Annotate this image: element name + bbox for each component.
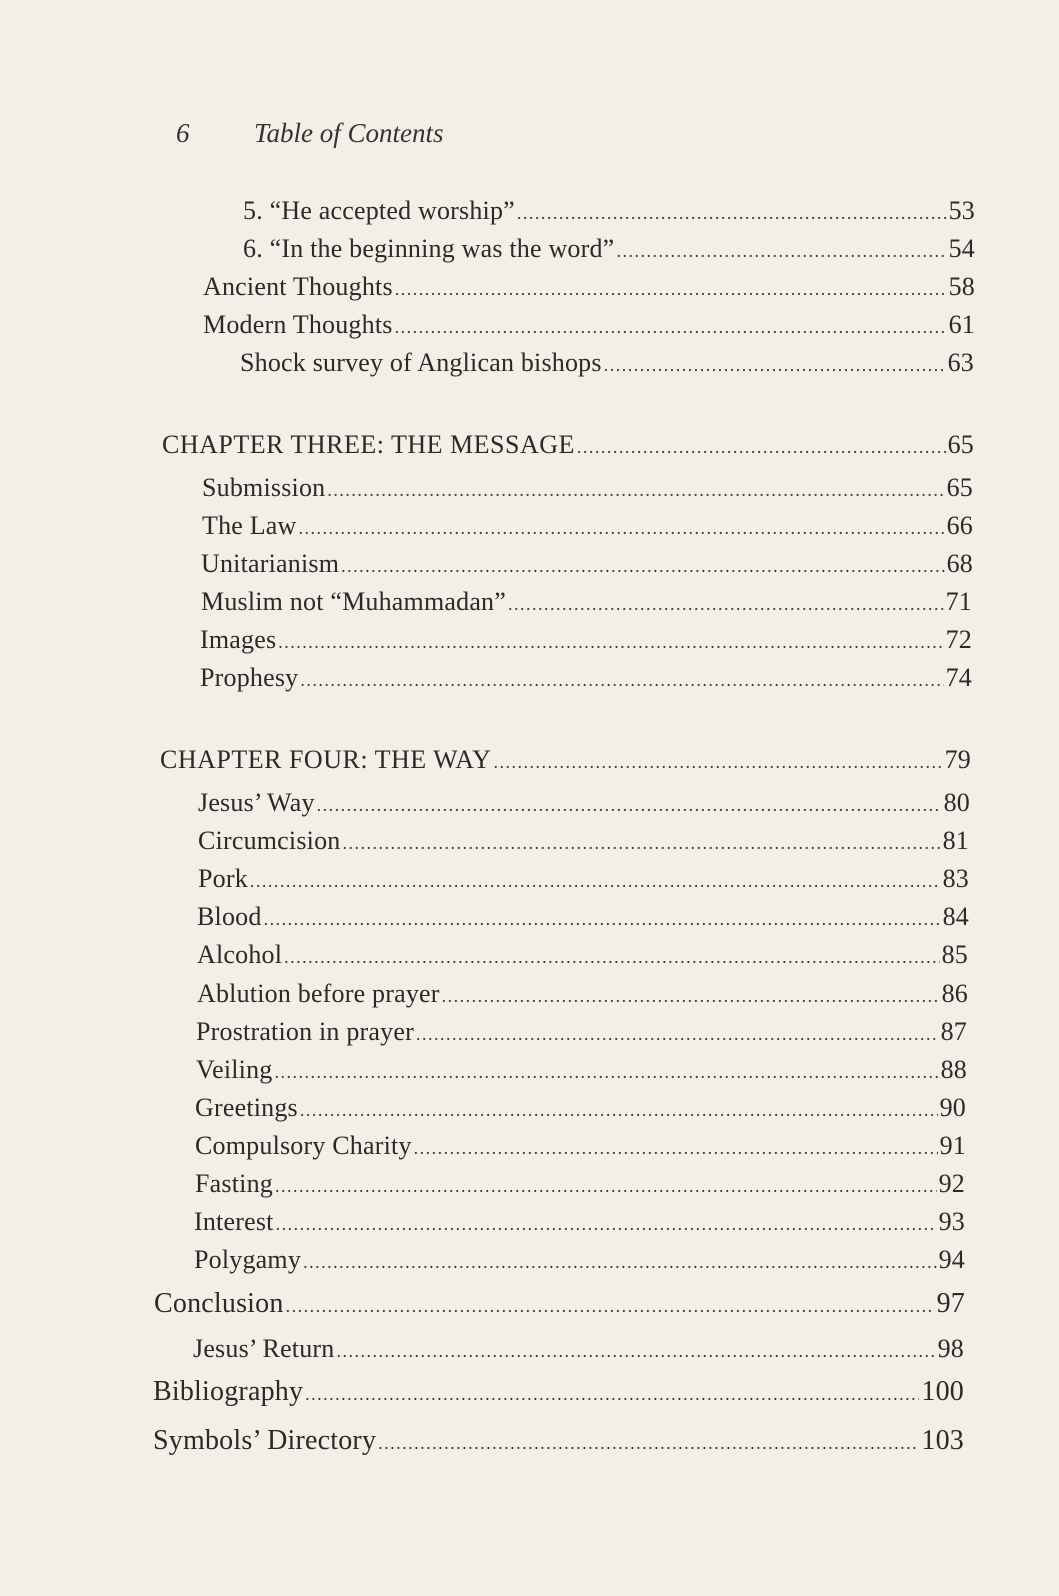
leader-dots [305,1384,919,1405]
toc-entry-page: 100 [921,1376,964,1407]
leader-dots [616,241,946,262]
toc-entry-page: 90 [939,1093,966,1122]
toc-entry-page: 86 [941,979,968,1008]
toc-entry [153,1376,964,1408]
leader-dots [299,518,945,539]
toc-entry-page: 94 [938,1245,965,1274]
toc-chapter-entry [160,745,971,775]
toc-entry [195,1169,965,1199]
leader-dots [284,947,939,968]
toc-entry-label: Ancient Thoughts [203,272,393,301]
leader-dots [264,909,941,930]
toc-entry-label: Shock survey of Anglican bishops [240,348,602,377]
toc-entry-page: 92 [938,1169,965,1198]
toc-entry [195,1131,966,1161]
toc-entry [240,348,974,378]
toc-entry-label: CHAPTER FOUR: THE WAY [160,745,492,774]
leader-dots [343,833,941,854]
toc-entry-label: CHAPTER THREE: THE MESSAGE [162,430,575,459]
toc-entry-label: Circumcision [198,826,341,855]
toc-entry-label: Submission [202,473,326,502]
toc-entry [203,272,975,302]
toc-entry-label: Modern Thoughts [203,310,393,339]
leader-dots [395,279,947,300]
toc-entry-page: 84 [942,902,969,931]
toc-entry-label: Fasting [195,1169,273,1198]
toc-entry-page: 72 [945,625,972,654]
toc-entry [243,196,975,226]
toc-entry-label: Jesus’ Return [193,1334,335,1363]
toc-chapter-entry [162,430,974,460]
toc-entry [201,587,972,617]
toc-entry-page: 65 [947,430,974,459]
toc-entry-label: Veiling [196,1055,273,1084]
toc-entry-page: 58 [948,272,975,301]
toc-entry-page: 85 [941,940,968,969]
leader-dots [604,355,946,376]
toc-entry-page: 83 [942,864,969,893]
toc-entry-page: 88 [940,1055,967,1084]
toc-entry-label: Prostration in prayer [196,1017,414,1046]
toc-entry-label: Greetings [195,1093,298,1122]
header-page-number: 6 [176,118,190,148]
toc-entry-page: 91 [939,1131,966,1160]
leader-dots [278,632,943,653]
toc-entry [194,1207,965,1237]
toc-entry-page: 68 [946,549,973,578]
toc-entry-label: Blood [197,902,262,931]
leader-dots [300,1100,938,1121]
leader-dots [414,1138,938,1159]
leader-dots [327,480,944,501]
toc-entry-page: 103 [921,1425,964,1456]
toc-entry-page: 71 [945,587,972,616]
toc-entry-label: Jesus’ Way [198,788,315,817]
leader-dots [493,752,942,773]
toc-entry-label: Images [200,625,277,654]
toc-entry-label: Compulsory Charity [195,1131,412,1160]
toc-entry-label: Interest [194,1207,274,1236]
toc-entry-page: 93 [938,1207,965,1236]
toc-entry [201,549,973,579]
leader-dots [442,986,940,1007]
leader-dots [517,203,947,224]
toc-entry [154,1288,965,1320]
toc-entry-label: The Law [202,511,297,540]
toc-entry [243,234,975,264]
toc-entry [196,1017,967,1047]
toc-entry-page: 54 [948,234,975,263]
toc-entry [198,826,969,856]
toc-entry-label: Alcohol [197,940,283,969]
toc-entry-page: 65 [946,473,973,502]
toc-entry-label: 6. “In the beginning was the word” [243,234,615,263]
leader-dots [395,317,947,338]
toc-entry [193,1334,964,1364]
toc-entry-page: 79 [944,745,971,774]
toc-entry-label: Muslim not “Muhammadan” [201,587,506,616]
toc-entry-page: 53 [948,196,975,225]
toc-entry [197,979,968,1009]
leader-dots [286,1296,935,1317]
toc-entry [153,1425,964,1457]
toc-entry-page: 80 [943,788,970,817]
leader-dots [508,594,944,615]
leader-dots [337,1341,936,1362]
toc-entry-label: 5. “He accepted worship” [243,196,515,225]
leader-dots [275,1062,939,1083]
toc-entry-page: 74 [945,663,972,692]
leader-dots [250,871,941,892]
toc-entry-page: 98 [937,1334,964,1363]
toc-entry [194,1245,965,1275]
toc-entry-page: 87 [940,1017,967,1046]
toc-entry-label: Conclusion [154,1288,284,1319]
leader-dots [300,670,943,691]
toc-entry-page: 97 [936,1288,965,1319]
toc-entry-label: Symbols’ Directory [153,1425,377,1456]
toc-entry-label: Pork [198,864,248,893]
header-title: Table of Contents [254,118,444,148]
toc-entry [198,788,970,818]
toc-entry [200,663,972,693]
toc-entry [196,1055,967,1085]
leader-dots [303,1252,937,1273]
toc-entry [203,310,975,340]
toc-entry [198,864,969,894]
leader-dots [276,1214,937,1235]
leader-dots [378,1433,919,1454]
leader-dots [317,795,942,816]
toc-entry-page: 61 [948,310,975,339]
toc-entry [200,625,972,655]
toc-entry [195,1093,966,1123]
toc-entry-label: Ablution before prayer [197,979,440,1008]
toc-entry-label: Polygamy [194,1245,302,1274]
leader-dots [275,1176,937,1197]
toc-entry-page: 63 [947,348,974,377]
leader-dots [577,437,946,458]
toc-entry-page: 81 [942,826,969,855]
toc-entry [202,511,973,541]
toc-entry-page: 66 [946,511,973,540]
toc-entry [202,473,973,503]
toc-entry-label: Prophesy [200,663,299,692]
toc-entry [197,902,969,932]
leader-dots [416,1024,939,1045]
toc-entry [197,940,968,970]
toc-entry-label: Unitarianism [201,549,340,578]
toc-entry-label: Bibliography [153,1376,304,1407]
leader-dots [341,556,944,577]
